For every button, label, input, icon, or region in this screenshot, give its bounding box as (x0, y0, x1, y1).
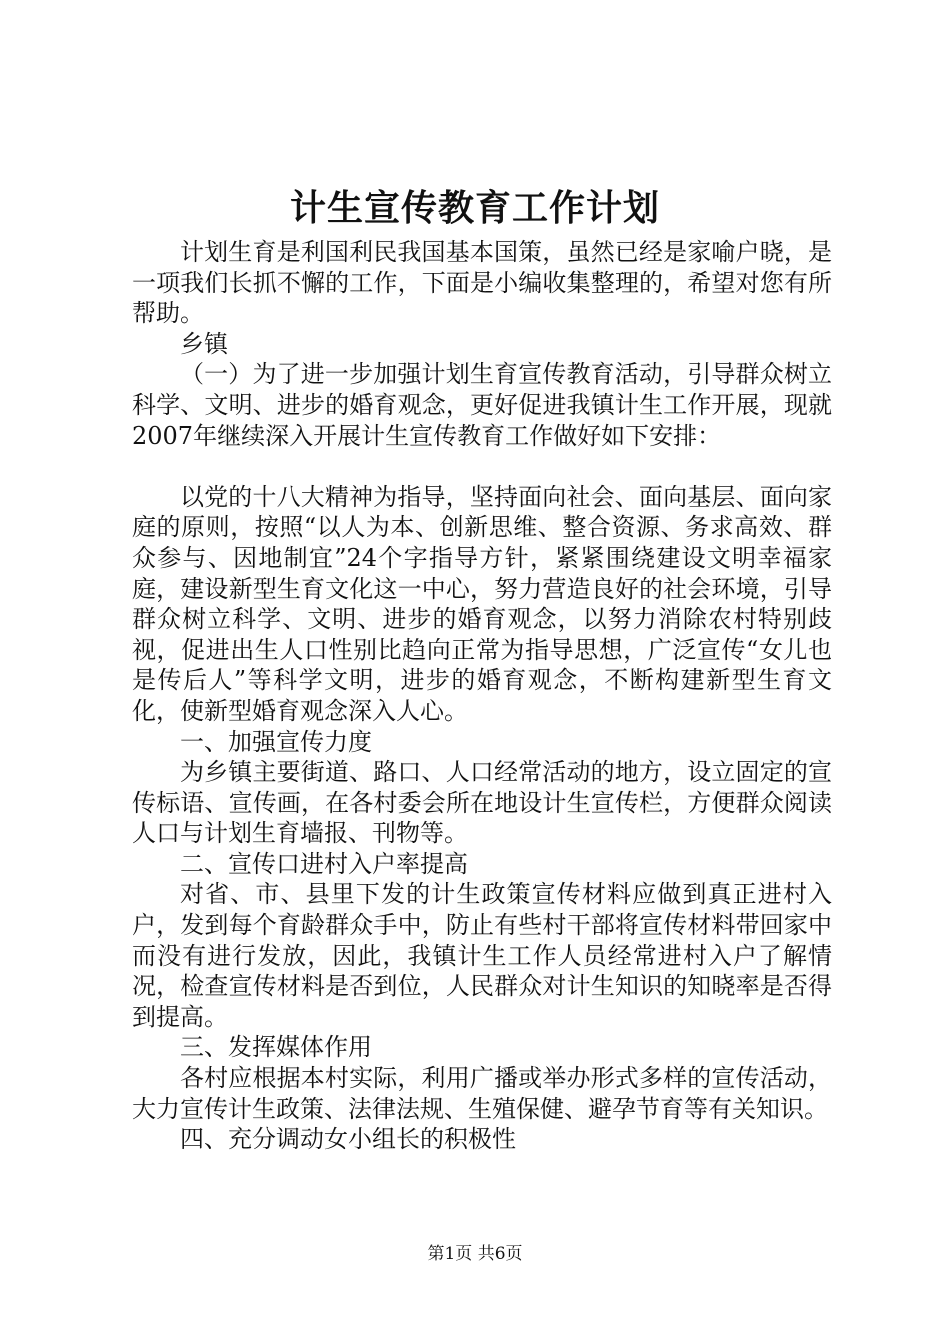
paragraph-publicity-slogans: 为乡镇主要街道、路口、人口经常活动的地方，设立固定的宣传标语、宣传画，在各村委会所在地设计生宣传栏，方便群众阅读人口与计划生育墙报、刊物等。 (132, 758, 832, 848)
paragraph-township: 乡镇 (180, 329, 228, 358)
blank-line (132, 451, 832, 482)
heading-strengthen-publicity: 一、加强宣传力度 (180, 727, 372, 756)
heading-village-coverage: 二、宣传口进村入户率提高 (180, 849, 468, 878)
heading-media-role: 三、发挥媒体作用 (180, 1033, 372, 1062)
paragraph-materials-distribution: 对省、市、县里下发的计生政策宣传材料应做到真正进村入户，发到每个育龄群众手中，防止有些村干部将宣传材料带回家中而没有进行发放，因此，我镇计生工作人员经常进村入户了解情况，检查宣传材料是否到位，人民群众对计生知识的知晓率是否得到提高。 (132, 880, 832, 1031)
paragraph-section-one: （一）为了进一步加强计划生育宣传教育活动，引导群众树立科学、文明、进步的婚育观念，更好促进我镇计生工作开展，现就2007年继续深入开展计生宣传教育工作做好如下安排： (132, 360, 832, 450)
page-footer: 第1页 共6页 (427, 1244, 523, 1264)
paragraph-guiding-principle: 以党的十八大精神为指导，坚持面向社会、面向基层、面向家庭的原则，按照“以人为本、创新思维、整合资源、务求高效、群众参与、因地制宜”24个字指导方针，紧紧围绕建设文明幸福家庭，建设新型生育文化这一中心，努力营造良好的社会环境，引导群众树立科学、文明、进步的婚育观念，以努力消除农村特别歧视，促进出生人口性别比趋向正常为指导思想，广泛宣传“女儿也是传后人”等科学文明，进步的婚育观念，不断构建新型生育文化，使新型婚育观念深入人心。 (132, 482, 832, 725)
document-body (132, 237, 832, 1155)
document-title: 计生宣传教育工作计划 (289, 187, 660, 229)
paragraph-media-activities: 各村应根据本村实际，利用广播或举办形式多样的宣传活动，大力宣传计生政策、法律法规、生殖保健、避孕节育等有关知识。 (132, 1064, 832, 1123)
paragraph-intro: 计划生育是利国利民我国基本国策，虽然已经是家喻户晓，是一项我们长抓不懈的工作，下面是小编收集整理的，希望对您有所帮助。 (132, 238, 832, 328)
heading-group-leaders: 四、充分调动女小组长的积极性 (180, 1125, 516, 1154)
